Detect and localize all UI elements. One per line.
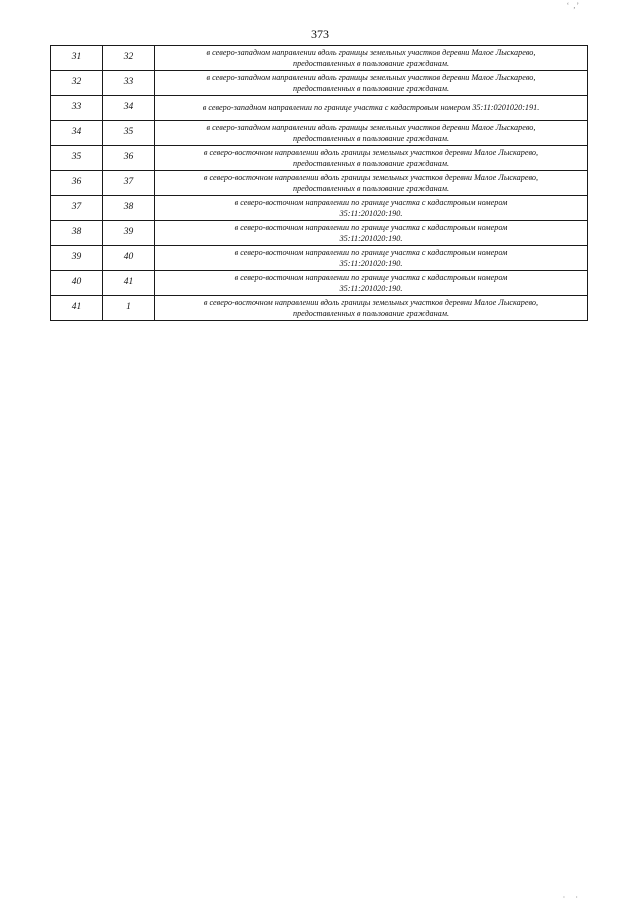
description-line-1: в северо-западном направлении по границе участка с кадастровым номером 35:11:0201020:191.: [202, 103, 540, 113]
scan-footer-mark: · ·: [562, 893, 582, 902]
point-to: 38: [103, 196, 155, 221]
table-row: [51, 146, 588, 171]
boundary-description-table: [50, 45, 588, 321]
description-line-2: 35:11:201020:190.: [339, 234, 403, 243]
table-row: [51, 196, 588, 221]
description-line-1: в северо-западном направлении вдоль границы земельных участков деревни Малое Лыскарево,: [206, 72, 536, 82]
table-row: [51, 96, 588, 121]
direction-description: [155, 246, 588, 271]
table-row: [51, 296, 588, 321]
point-from: 40: [51, 271, 103, 296]
page-number: 373: [311, 27, 329, 41]
scan-corner-mark: ‘ ,’: [566, 1, 580, 10]
direction-description: [155, 146, 588, 171]
point-from: 32: [51, 71, 103, 96]
description-line-2: предоставленных в пользование гражданам.: [292, 159, 450, 168]
point-from: 39: [51, 246, 103, 271]
description-line-1: в северо-восточном направлении по границе участка с кадастровым номером: [234, 247, 508, 257]
description-line-1: в северо-восточном направлении по границе участка с кадастровым номером: [234, 197, 508, 207]
table-body: [51, 46, 588, 321]
point-to: 35: [103, 121, 155, 146]
table-row: [51, 46, 588, 71]
description-line-1: в северо-западном направлении вдоль границы земельных участков деревни Малое Лыскарево,: [206, 47, 536, 57]
table-row: [51, 71, 588, 96]
description-line-2: предоставленных в пользование гражданам.: [292, 59, 450, 68]
point-from: 33: [51, 96, 103, 121]
description-line-1: в северо-восточном направлении по границе участка с кадастровым номером: [234, 272, 508, 282]
direction-description: [155, 96, 588, 121]
point-from: 34: [51, 121, 103, 146]
description-line-1: в северо-восточном направлении вдоль границы земельных участков деревни Малое Лыскарево,: [203, 297, 539, 307]
point-to: 37: [103, 171, 155, 196]
description-line-1: в северо-западном направлении вдоль границы земельных участков деревни Малое Лыскарево,: [206, 122, 536, 132]
description-line-2: предоставленных в пользование гражданам.: [292, 184, 450, 193]
point-to: 41: [103, 271, 155, 296]
direction-description: [155, 121, 588, 146]
description-line-2: предоставленных в пользование гражданам.: [292, 309, 450, 318]
point-to: 40: [103, 246, 155, 271]
point-to: 39: [103, 221, 155, 246]
direction-description: [155, 46, 588, 71]
table-row: [51, 271, 588, 296]
description-line-2: 35:11:201020:190.: [339, 209, 403, 218]
direction-description: [155, 71, 588, 96]
direction-description: [155, 171, 588, 196]
description-line-2: предоставленных в пользование гражданам.: [292, 134, 450, 143]
direction-description: [155, 221, 588, 246]
description-line-2: 35:11:201020:190.: [339, 284, 403, 293]
point-to: 1: [103, 296, 155, 321]
table-row: [51, 246, 588, 271]
point-to: 33: [103, 71, 155, 96]
description-line-1: в северо-восточном направлении вдоль границы земельных участков деревни Малое Лыскарево,: [203, 172, 539, 182]
table-row: [51, 121, 588, 146]
description-line-1: в северо-восточном направлении по границе участка с кадастровым номером: [234, 222, 508, 232]
point-to: 32: [103, 46, 155, 71]
direction-description: [155, 296, 588, 321]
description-line-1: в северо-восточном направлении вдоль границы земельных участков деревни Малое Лыскарево,: [203, 147, 539, 157]
table-row: [51, 171, 588, 196]
point-to: 34: [103, 96, 155, 121]
direction-description: [155, 271, 588, 296]
description-line-2: 35:11:201020:190.: [339, 259, 403, 268]
point-from: 35: [51, 146, 103, 171]
direction-description: [155, 196, 588, 221]
point-from: 36: [51, 171, 103, 196]
point-from: 38: [51, 221, 103, 246]
description-line-2: предоставленных в пользование гражданам.: [292, 84, 450, 93]
point-from: 31: [51, 46, 103, 71]
point-to: 36: [103, 146, 155, 171]
table-row: [51, 221, 588, 246]
point-from: 41: [51, 296, 103, 321]
point-from: 37: [51, 196, 103, 221]
